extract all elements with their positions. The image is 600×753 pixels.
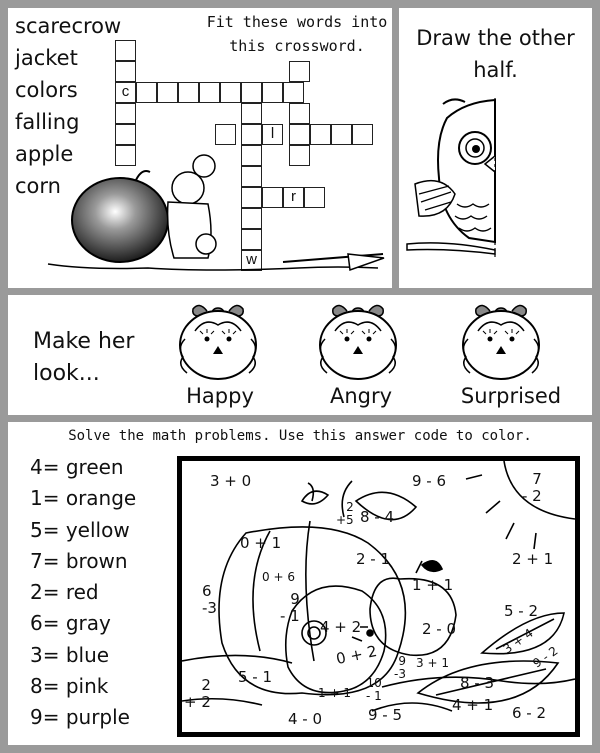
word-jacket: jacket: [15, 46, 78, 70]
answer-code-item: 7= brown: [30, 548, 128, 573]
crossword-instruction: Fit these words into this crossword.: [206, 13, 388, 55]
answer-code-item: 3= blue: [30, 642, 110, 667]
blank-face-1[interactable]: [163, 299, 273, 381]
blank-face-3[interactable]: [446, 299, 556, 381]
word-falling: falling: [15, 110, 80, 134]
math-problem-bottom: -3: [394, 667, 406, 681]
math-problem: [336, 501, 354, 527]
math-panel: [8, 422, 592, 745]
math-problem-top: 9: [290, 590, 300, 608]
math-problem-bottom: +5: [336, 513, 354, 527]
faces-prompt: [33, 326, 163, 390]
crossword-panel: [8, 8, 392, 288]
math-problem-top: 9: [398, 654, 406, 668]
answer-code-item: 6= gray: [30, 611, 111, 636]
math-problem: 0 + 2: [334, 641, 379, 669]
math-problem: 4 - 0: [288, 710, 323, 728]
math-problem-bottom: -3: [202, 599, 217, 617]
answer-code-list: [30, 452, 136, 734]
math-problem: 9 - 2: [530, 643, 561, 671]
math-problem-bottom: - 1: [366, 689, 382, 703]
math-problem: 8 - 3: [460, 674, 495, 692]
math-problem: 1 + 1: [318, 686, 351, 700]
math-problem-top: 10: [366, 676, 382, 690]
answer-code-item: 2= red: [30, 580, 99, 605]
math-problem: 0 + 6: [262, 570, 295, 584]
math-problem: [366, 677, 382, 703]
math-problem: 3 + 4: [500, 625, 536, 657]
math-problem: 4 + 1: [452, 696, 494, 714]
owl-half-illustration: [399, 8, 592, 288]
math-problem: 6 - 2: [512, 704, 547, 722]
word-scarecrow: scarecrow: [15, 14, 122, 38]
math-problem: 1 + 1: [412, 576, 454, 594]
crossword-given-letter: w: [241, 250, 262, 271]
math-problem: 2 - 0: [422, 620, 457, 638]
math-problem: 5 - 2: [504, 602, 539, 620]
math-problem: 2 - 1: [356, 550, 391, 568]
draw-half-panel: [399, 8, 592, 288]
math-problem: 9 - 6: [412, 472, 447, 490]
math-problem: 8 - 4: [360, 508, 395, 526]
blank-face-2[interactable]: [303, 299, 413, 381]
crossword-given-letter: r: [283, 187, 304, 208]
answer-code-item: 5= yellow: [30, 517, 130, 542]
answer-code-item: 8= pink: [30, 674, 109, 699]
math-problem: 2 + 1: [512, 550, 554, 568]
faces-panel: [8, 295, 592, 415]
math-problem: 0 + 1: [240, 534, 282, 552]
word-apple: apple: [15, 142, 74, 166]
answer-code-item: 9= purple: [30, 705, 130, 730]
math-problem-bottom: - 2: [522, 487, 542, 505]
crossword-given-letter: c: [115, 82, 136, 103]
girl-with-apple-illustration: [8, 8, 392, 288]
math-problem-top: 7: [532, 470, 542, 488]
math-problem: 5 - 1: [238, 668, 273, 686]
face-label-surprised: Surprised: [460, 384, 562, 408]
face-label-angry: Angry: [329, 384, 393, 408]
math-problem-top: 2: [201, 676, 211, 694]
math-problem: [522, 471, 542, 505]
math-instruction: Solve the math problems. Use this answer code to color.: [68, 428, 532, 444]
color-by-number-picture[interactable]: [177, 456, 580, 737]
word-colors: colors: [15, 78, 78, 102]
answer-code-item: 4= green: [30, 455, 124, 479]
crossword-given-letter: l: [262, 124, 283, 145]
math-problem: [202, 583, 217, 617]
word-corn: corn: [15, 174, 61, 198]
math-problem-top: 6: [202, 582, 212, 600]
draw-half-instruction: Draw the other half.: [416, 26, 575, 82]
math-problem-top: 2: [346, 500, 354, 514]
math-problem: 9 - 5: [368, 706, 403, 724]
math-problem: [394, 655, 406, 681]
math-problem-bottom: - 1: [280, 607, 300, 625]
face-label-happy: Happy: [186, 384, 254, 408]
math-problem: [184, 677, 211, 711]
math-problem: 3 + 1: [416, 656, 449, 670]
math-problem-bottom: + 2: [184, 693, 211, 711]
math-problem: 3 + 0: [210, 472, 252, 490]
math-problem: 4 + 2: [320, 618, 362, 636]
faces-prompt-text: Make her look...: [33, 329, 135, 386]
math-problem: [280, 591, 300, 625]
answer-code-item: 1= orange: [30, 486, 137, 511]
